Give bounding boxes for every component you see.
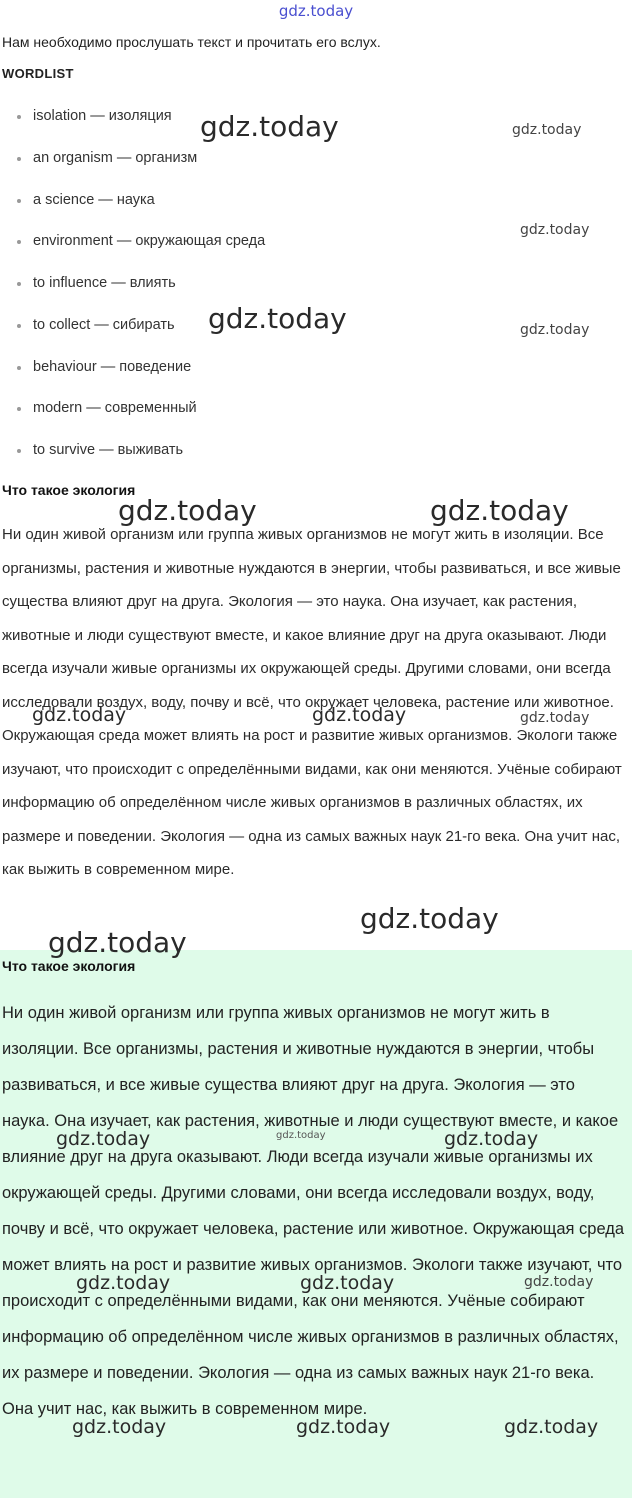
- wordlist-heading: WORDLIST: [2, 66, 74, 81]
- highlighted-section-title: Что такое экология: [2, 958, 136, 974]
- list-item: [0, 190, 265, 232]
- watermark: gdz.today: [208, 302, 347, 335]
- watermark: gdz.today: [118, 494, 257, 527]
- list-item: [0, 398, 265, 440]
- watermark: gdz.today: [520, 710, 590, 726]
- watermark: gdz.today: [32, 704, 127, 726]
- watermark: gdz.today: [72, 1416, 167, 1438]
- wordlist-entry: modern — современный: [33, 400, 197, 417]
- wordlist: [0, 106, 265, 482]
- intro-text: Нам необходимо прослушать текст и прочитать его вслух.: [2, 34, 381, 50]
- section-text: Ни один живой организм или группа живых организмов не могут жить в изоляции. Все организмы, растения и животные нуждаются в энергии, чтобы развиваться, и все живые существа влияют друг на друга. Экология — это наука. Она изучает, как растения, животные и люди существуют вместе, и какое влияние друг на друга оказывают. Люди всегда изучали живые организмы их окружающей среды. Другими словами, они всегда исследовали воздух, воду, почву и всё, что окружает человека, растение или животное. Окружающая среда может влиять на рост и развитие живых организмов. Экологи также изучают, что происходит с определёнными видами, как они меняются. Учёные собирают информацию об определённом числе живых организмов в различных областях, их размере и поведении. Экология — одна из самых важных наук 21-го века. Она учит нас, как выжить в современном мире.: [2, 526, 622, 878]
- bullet-icon: [17, 449, 21, 453]
- bullet-icon: [17, 282, 21, 286]
- bullet-icon: [17, 199, 21, 203]
- watermark: gdz.today: [312, 704, 407, 726]
- watermark: gdz.today: [56, 1128, 151, 1150]
- bullet-icon: [17, 115, 21, 119]
- bullet-icon: [17, 407, 21, 411]
- wordlist-entry: to collect — сибирать: [33, 316, 175, 333]
- wordlist-entry: to influence — влиять: [33, 275, 176, 291]
- watermark: gdz.today: [200, 110, 339, 143]
- wordlist-entry: a science — наука: [33, 191, 155, 208]
- watermark: gdz.today: [276, 1130, 326, 1141]
- bullet-icon: [17, 366, 21, 370]
- list-item: [0, 231, 265, 273]
- section-title: Что такое экология: [2, 482, 136, 498]
- watermark: gdz.today: [76, 1272, 171, 1294]
- site-watermark-top: gdz.today: [278, 2, 354, 20]
- bullet-icon: [17, 157, 21, 161]
- watermark: gdz.today: [300, 1272, 395, 1294]
- wordlist-entry: environment — окружающая среда: [33, 233, 266, 250]
- list-item: [0, 357, 265, 399]
- watermark: gdz.today: [296, 1416, 391, 1438]
- watermark: gdz.today: [444, 1128, 539, 1150]
- watermark: gdz.today: [524, 1274, 594, 1290]
- watermark: gdz.today: [520, 322, 590, 338]
- highlighted-section-text: Ни один живой организм или группа живых организмов не могут жить в изоляции. Все организмы, растения и животные нуждаются в энергии, чтобы развиваться, и все живые существа влияют друг на друга. Экология — это наука. Она изучает, как растения, животные и люди существуют вместе, и какое влияние друг на друга оказывают. Люди всегда изучали живые организмы их окружающей среды. Другими словами, они всегда исследовали воздух, воду, почву и всё, что окружает человека, растение или животное. Окружающая среда может влиять на рост и развитие живых организмов. Экологи также изучают, что происходит с определёнными видами, как они меняются. Учёные собирают информацию об определённом числе живых организмов в различных областях, их размере и поведении. Экология — одна из самых важных наук 21-го века. Она учит нас, как выжить в современном мире.: [2, 1004, 625, 1418]
- watermark: gdz.today: [360, 902, 499, 935]
- watermark: gdz.today: [512, 122, 582, 138]
- watermark: gdz.today: [504, 1416, 599, 1438]
- wordlist-entry: isolation — изоляция: [33, 108, 172, 124]
- wordlist-entry: an organism — организм: [33, 149, 198, 166]
- watermark: gdz.today: [48, 926, 187, 959]
- watermark: gdz.today: [430, 494, 569, 527]
- bullet-icon: [17, 324, 21, 328]
- list-item: [0, 440, 265, 482]
- bullet-icon: [17, 240, 21, 244]
- wordlist-entry: to survive — выживать: [33, 442, 184, 458]
- list-item: [0, 148, 265, 190]
- wordlist-entry: behaviour — поведение: [33, 358, 192, 375]
- watermark: gdz.today: [520, 222, 590, 238]
